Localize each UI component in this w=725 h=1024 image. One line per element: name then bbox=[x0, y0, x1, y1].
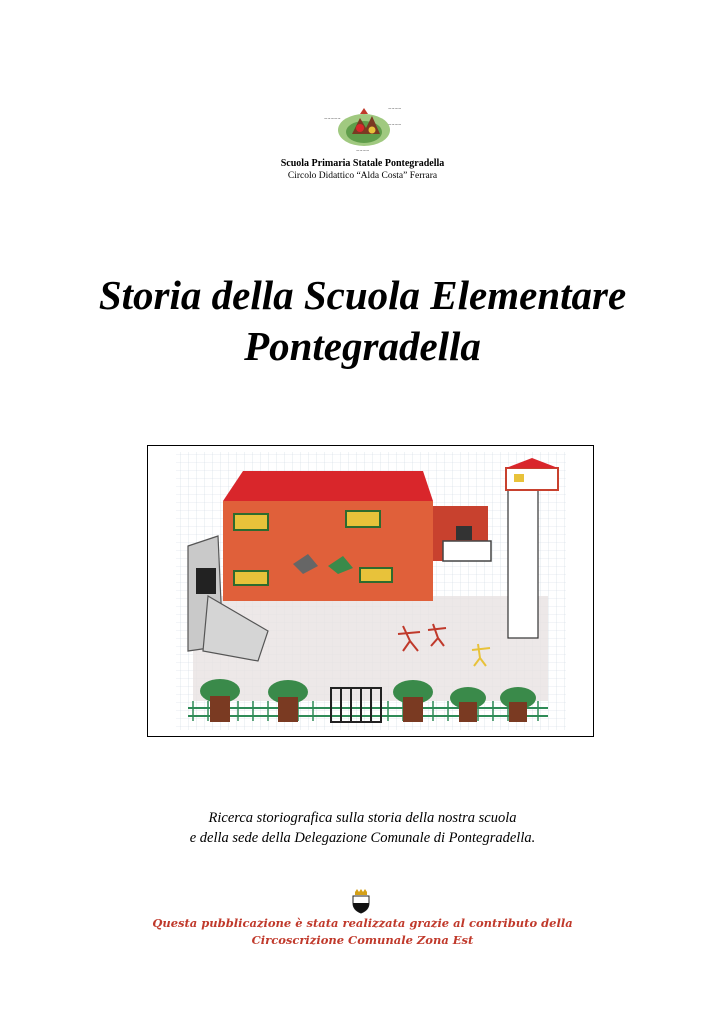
page-title bbox=[0, 270, 725, 372]
credits-line-1: Questa pubblicazione è stata realizzata grazie al contributo della bbox=[152, 916, 573, 930]
svg-text:~~~~~: ~~~~~ bbox=[324, 116, 341, 121]
title-line-2: Pontegradella bbox=[244, 323, 481, 369]
svg-text:~~~~: ~~~~ bbox=[356, 148, 370, 153]
subtitle-line-2: e della sede della Delegazione Comunale di Pontegradella. bbox=[189, 830, 536, 846]
title-line-1: Storia della Scuola Elementare bbox=[98, 272, 627, 318]
credits-line-2: Circoscrizione Comunale Zona Est bbox=[251, 933, 474, 947]
school-logo bbox=[322, 100, 406, 156]
school-drawing bbox=[147, 445, 594, 737]
subtitle-line-1: Ricerca storiografica sulla storia della nostra scuola bbox=[208, 810, 517, 826]
circolo-didattico: Circolo Didattico “Alda Costa” Ferrara bbox=[287, 171, 438, 181]
svg-text:~~~~: ~~~~ bbox=[388, 106, 402, 111]
svg-text:~~~~: ~~~~ bbox=[388, 122, 402, 127]
research-description bbox=[0, 808, 725, 848]
credits-note bbox=[0, 915, 725, 949]
school-name: Scuola Primaria Statale Pontegradella bbox=[280, 158, 445, 169]
coat-of-arms-icon bbox=[350, 888, 372, 914]
